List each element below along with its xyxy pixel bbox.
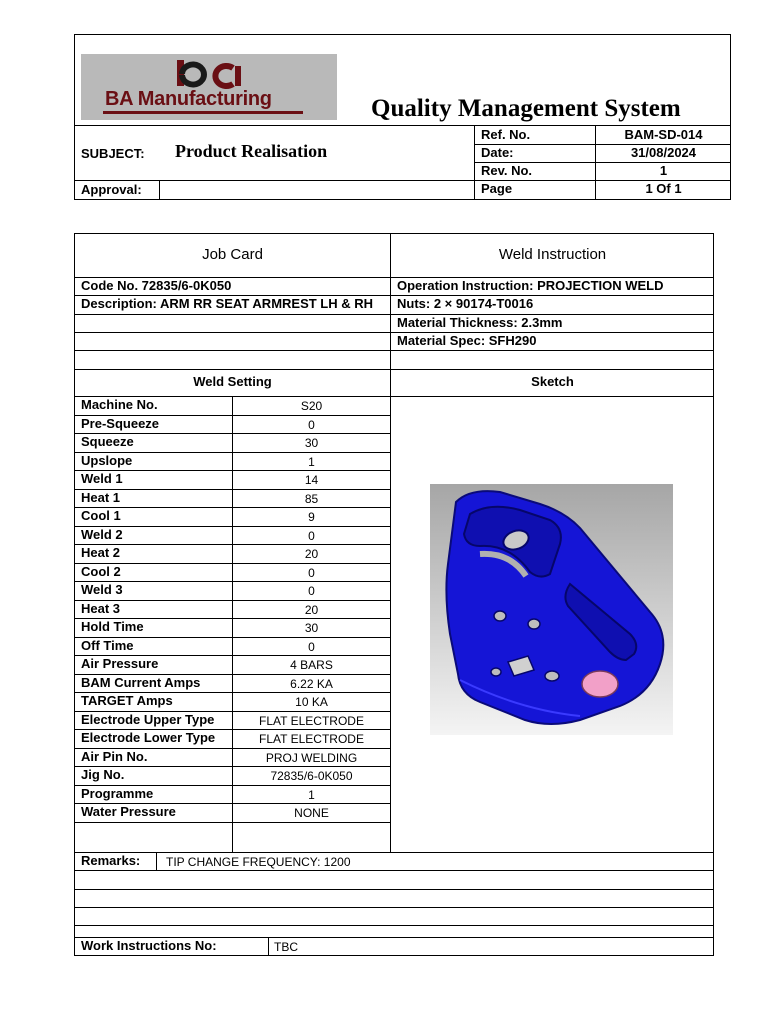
document-title: Quality Management System	[371, 95, 681, 122]
remarks-label: Remarks:	[81, 853, 141, 868]
weld-setting-label: Jig No.	[81, 767, 125, 782]
weld-nut	[582, 671, 618, 697]
weld-setting-value: FLAT ELECTRODE	[259, 713, 364, 728]
weld-setting-label: Air Pin No.	[81, 748, 148, 764]
weld-setting-label: Weld 3	[81, 582, 123, 597]
weld-setting-label: Heat 3	[81, 600, 121, 616]
job-card-table	[74, 233, 714, 956]
material-spec: Material Spec: SFH290	[397, 333, 537, 348]
weld-setting-label: Off Time	[81, 637, 134, 653]
weld-setting-label: Weld 1	[81, 471, 123, 486]
ref-value: BAM-SD-014	[624, 127, 703, 142]
weld-setting-value: 0	[308, 417, 315, 432]
code-number: Code No. 72835/6-0K050	[81, 278, 232, 293]
date-label: Date:	[481, 145, 514, 160]
weld-setting-value: PROJ WELDING	[265, 750, 358, 765]
subject-label: SUBJECT:	[81, 146, 145, 161]
weld-setting-label: Cool 2	[81, 563, 121, 579]
weld-setting-label: Upslope	[81, 452, 133, 468]
weld-setting-label: Electrode Lower Type	[81, 730, 216, 745]
weld-setting-label: Cool 1	[81, 508, 121, 523]
weld-setting-value: 10 KA	[295, 695, 328, 709]
work-instructions-value: TBC	[274, 940, 298, 954]
description: Description: ARM RR SEAT ARMREST LH & RH	[81, 296, 374, 311]
weld-setting-value: 1	[308, 787, 315, 802]
rev-label: Rev. No.	[481, 163, 533, 178]
weld-setting-value: 0	[308, 639, 315, 654]
weld-setting-value: 0	[308, 565, 315, 580]
weld-setting-value: 4 BARS	[290, 658, 333, 672]
weld-setting-value: 6.22 KA	[290, 676, 333, 691]
weld-setting-value: S20	[300, 399, 323, 413]
sketch-title: Sketch	[531, 374, 574, 389]
weld-setting-value: 30	[304, 436, 319, 450]
weld-setting-label: Heat 2	[81, 545, 121, 560]
weld-setting-label: Squeeze	[81, 434, 134, 449]
part-sketch	[430, 484, 673, 735]
weld-setting-title: Weld Setting	[193, 374, 272, 389]
weld-setting-label: Heat 1	[81, 489, 121, 505]
weld-instruction-title: Weld Instruction	[498, 246, 607, 263]
ref-label: Ref. No.	[481, 127, 531, 142]
weld-setting-value: 20	[304, 547, 319, 561]
date-value: 31/08/2024	[630, 145, 697, 160]
nuts: Nuts: 2 × 90174-T0016	[397, 296, 534, 311]
weld-setting-label: Pre-Squeeze	[81, 415, 160, 431]
weld-setting-value: 0	[308, 528, 315, 543]
company-logo	[81, 54, 337, 120]
subject-value: Product Realisation	[175, 141, 328, 161]
weld-setting-value: 0	[308, 584, 315, 598]
material-thickness: Material Thickness: 2.3mm	[397, 315, 563, 330]
weld-setting-label: BAM Current Amps	[81, 674, 201, 690]
weld-setting-value: 20	[304, 602, 319, 617]
weld-setting-value: 85	[304, 491, 319, 506]
job-card-title: Job Card	[202, 246, 263, 263]
page-value: 1 Of 1	[645, 181, 682, 196]
weld-setting-label: TARGET Amps	[81, 693, 173, 708]
work-instructions-label: Work Instructions No:	[81, 938, 217, 953]
weld-setting-value: 9	[308, 510, 315, 524]
remarks-value: TIP CHANGE FREQUENCY: 1200	[166, 855, 351, 869]
weld-setting-label: Machine No.	[81, 397, 158, 412]
weld-setting-value: 14	[304, 473, 319, 487]
weld-setting-label: Air Pressure	[81, 656, 159, 671]
logo-text: BA Manufacturing	[105, 88, 272, 110]
operation-instruction: Operation Instruction: PROJECTION WELD	[397, 278, 664, 293]
weld-setting-label: Electrode Upper Type	[81, 711, 215, 727]
approval-label: Approval:	[81, 182, 142, 197]
document-header	[74, 34, 731, 200]
weld-setting-label: Water Pressure	[81, 804, 176, 819]
page-label: Page	[481, 181, 513, 196]
weld-setting-label: Weld 2	[81, 526, 123, 542]
weld-setting-label: Hold Time	[81, 619, 144, 634]
weld-setting-value: FLAT ELECTRODE	[259, 732, 364, 746]
weld-setting-value: NONE	[294, 806, 329, 820]
weld-setting-value: 30	[304, 621, 319, 635]
weld-setting-value: 72835/6-0K050	[270, 769, 353, 783]
weld-part-image	[430, 484, 673, 735]
weld-setting-value: 1	[308, 454, 315, 469]
weld-setting-label: Programme	[81, 785, 154, 801]
rev-value: 1	[659, 163, 668, 178]
